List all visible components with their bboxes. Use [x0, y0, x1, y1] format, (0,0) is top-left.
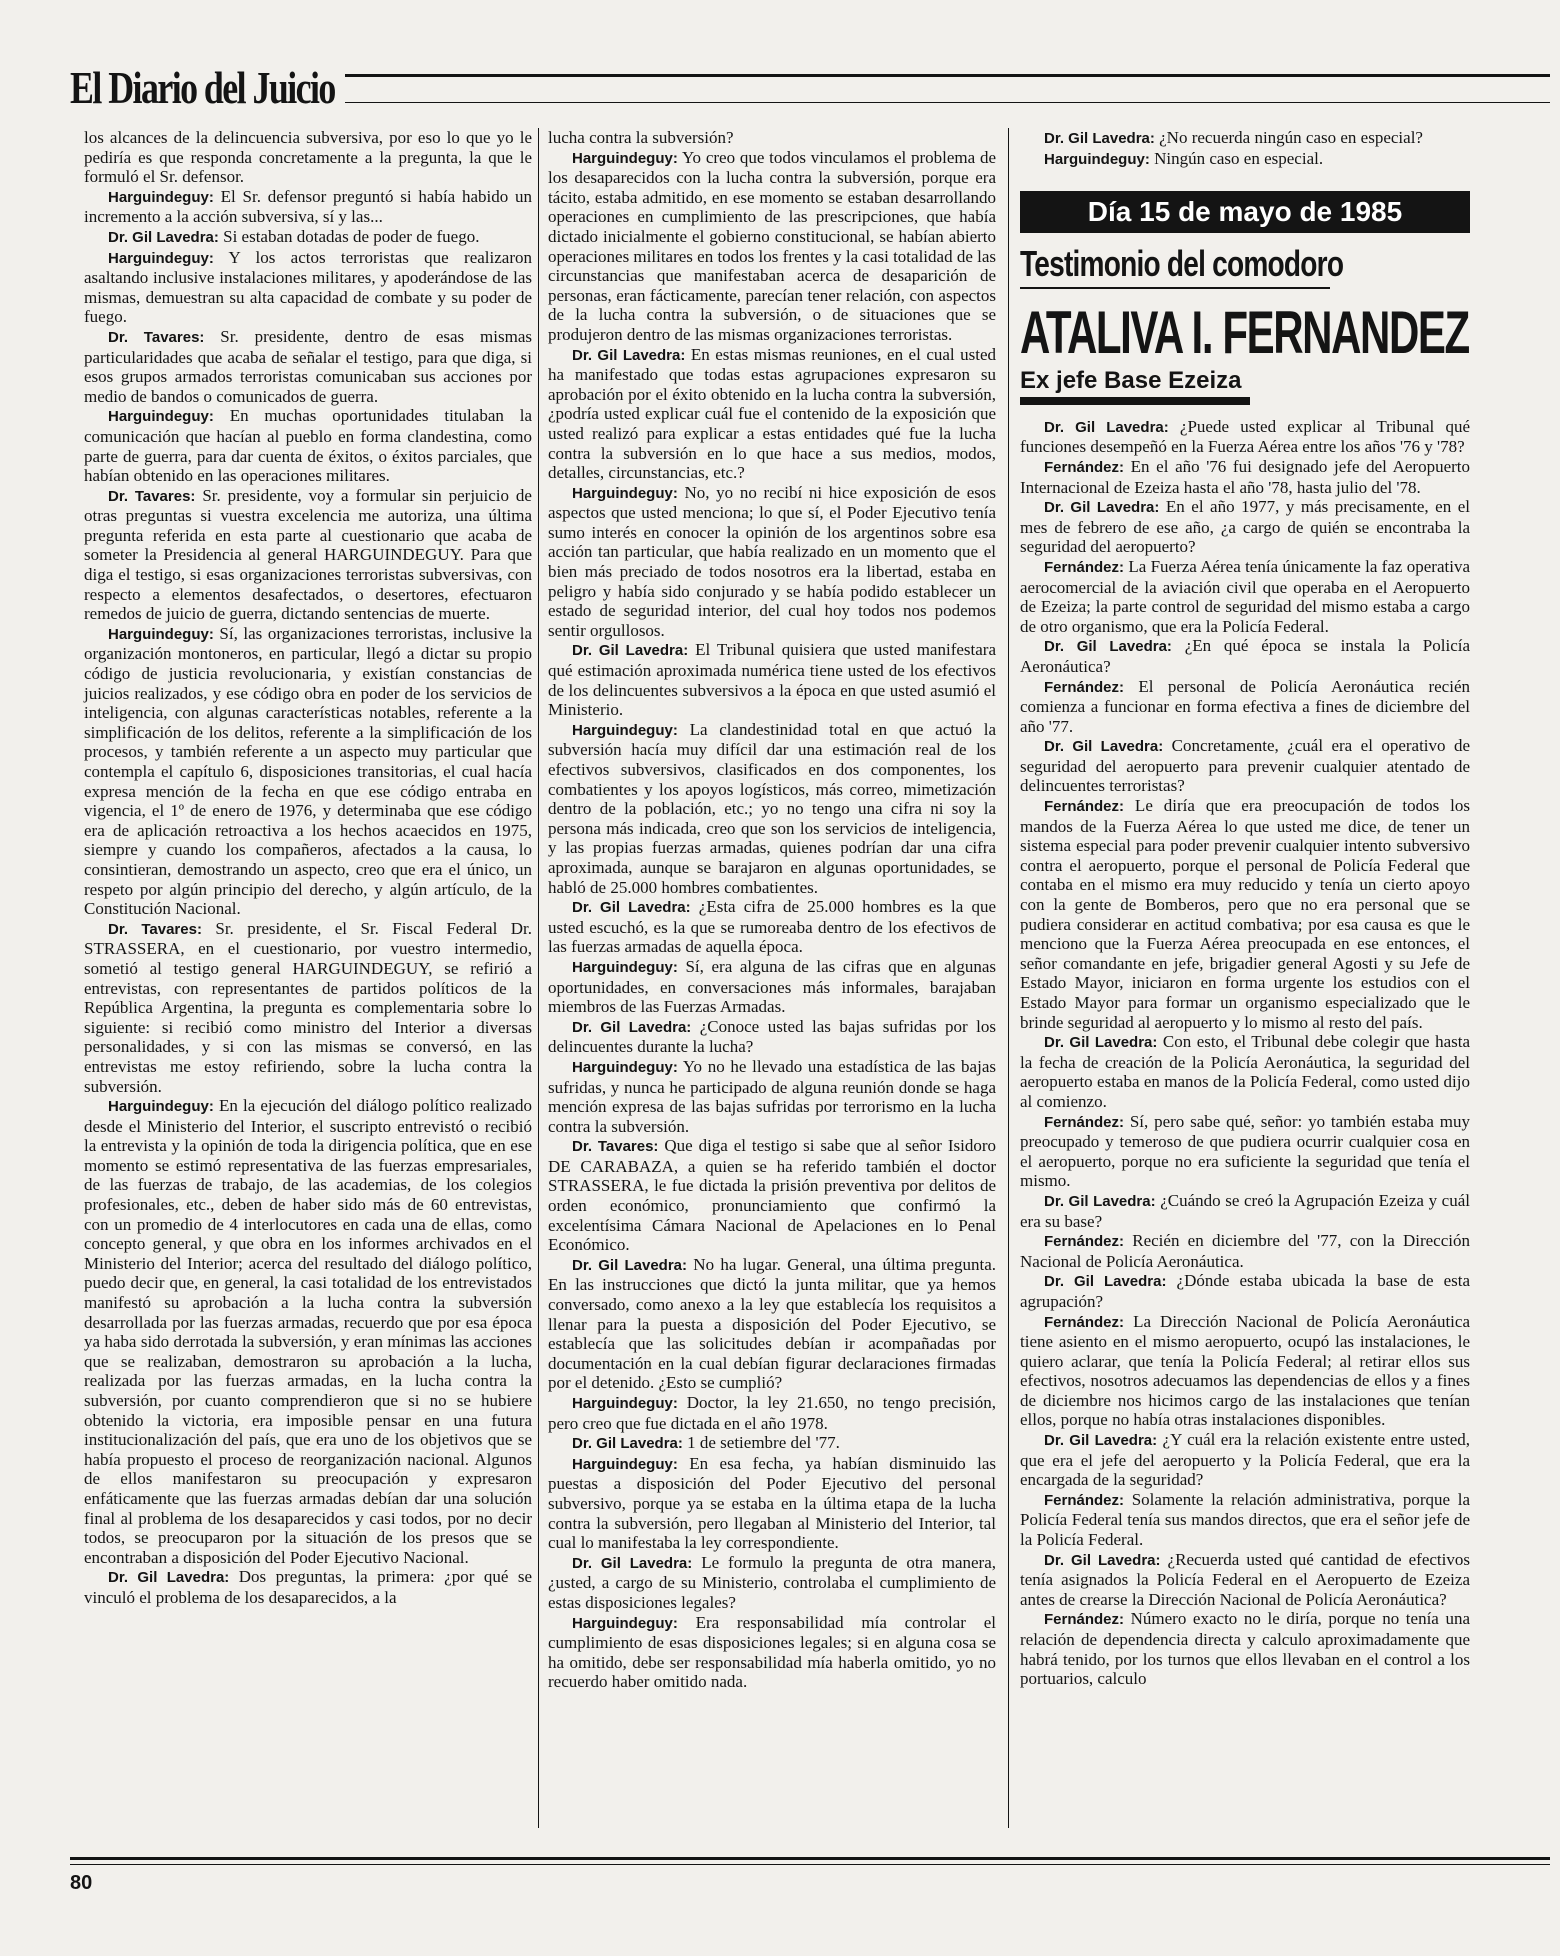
- speaker-label: Fernández:: [1044, 678, 1125, 696]
- speaker-label: Harguindeguy:: [572, 1058, 678, 1076]
- paragraph: [1020, 497, 1470, 557]
- paragraph: [548, 1454, 996, 1553]
- paragraph: [84, 227, 532, 248]
- paragraph: [548, 1553, 996, 1613]
- paragraph-text: ¿Puede usted explicar al Tribunal qué funciones desempeñó en la Fuerza Aérea entre los años '76 y '78?: [1020, 416, 1471, 457]
- column-3-top-text: [1020, 128, 1470, 169]
- column-3-body-text: [1020, 417, 1470, 1689]
- paragraph: [548, 345, 996, 483]
- speaker-label: Dr. Gil Lavedra:: [1044, 1273, 1167, 1291]
- paragraph-text: Sí, las organizaciones terroristas, inclusive la organización montoneros, en particular, llegó a dictar su propio código de justicia revolucionaria, y existían constancias de juicios realizados, y ese código obra en poder de los servicios de inteligencia, con algunas características notables, referente a la simplificación de los delitos, referente a la simplificación de los procesos, y también referente a un aspecto muy particular que contempla el capítulo 6, disposiciones transitorias, el cual hacía expresa mención de la fecha en que ese código entraba en vigencia, el 1º de enero de 1976, y determinaba que ese código era de aplicación retroactiva a los hechos acaecidos en 1975, siempre y cuando los compañeros, afectados a la causa, lo consintieran, demostrando un aspecto, creo que era el único, un respeto por algún principio del derecho, y algún artículo, de la Constitución Nacional.: [84, 623, 532, 919]
- paragraph: [1020, 1490, 1470, 1550]
- speaker-label: Dr. Tavares:: [108, 920, 202, 938]
- speaker-label: Harguindeguy:: [572, 1455, 678, 1473]
- speaker-label: Harguindeguy:: [108, 625, 214, 643]
- speaker-label: Dr. Gil Lavedra:: [1044, 1034, 1158, 1052]
- speaker-label: Dr. Gil Lavedra:: [572, 346, 686, 364]
- masthead: [70, 58, 1550, 118]
- paragraph-text: ¿Esta cifra de 25.000 hombres es la que usted escuchó, es la que se rumoreaba dentro de los efectivos de las fuerzas armadas de aquella época.: [548, 897, 996, 957]
- paragraph: [84, 1567, 532, 1607]
- speaker-label: Dr. Gil Lavedra:: [1044, 499, 1160, 517]
- paragraph: [84, 248, 532, 327]
- paragraph: [1020, 1312, 1470, 1431]
- paragraph: [1020, 1032, 1470, 1111]
- page-number: 80: [70, 1872, 93, 1894]
- paragraph: [84, 486, 532, 624]
- paragraph-text: En esa fecha, ya habían disminuido las puestas a disposición del Poder Ejecutivo del personal subversivo, porque ya se estaba en la última etapa de la lucha contra la subversión, pero llegaban al Ministerio del Interior, tal cual lo manifestaba la ley correspondiente.: [548, 1453, 996, 1553]
- speaker-label: Harguindeguy:: [1044, 150, 1150, 168]
- speaker-label: Harguindeguy:: [108, 1098, 214, 1116]
- paragraph-text: Sí, era alguna de las cifras que en algunas oportunidades, en conversaciones más informales, barajaban miembros de las Fuerzas Armadas.: [548, 956, 996, 1017]
- speaker-label: Harguindeguy:: [572, 1395, 678, 1412]
- paragraph: [548, 957, 996, 1017]
- paragraph-text: ¿En qué época se instala la Policía Aeronáutica?: [1020, 636, 1471, 676]
- paragraph: [548, 640, 996, 719]
- paragraph: [1020, 796, 1470, 1032]
- speaker-label: Fernández:: [1044, 1313, 1125, 1331]
- paragraph-text: El Tribunal quisiera que usted manifestara qué estimación aproximada numérica tiene usted de los efectivos de los delincuentes subversivos a la época en que usted asumió el Ministerio.: [548, 640, 996, 720]
- paragraph: [1020, 1271, 1470, 1311]
- witness-role: Ex jefe Base Ezeiza: [1020, 367, 1242, 395]
- paragraph-text: Ningún caso en especial.: [1149, 148, 1324, 168]
- column-2: [548, 128, 996, 1692]
- paragraph-text: No, yo no recibí ni hice exposición de esos aspectos que usted menciona; lo que sí, el Poder Ejecutivo tenía sumo interés en conocer la opinión de los argentinos sobre esa acción tan particular, que había realizado en un momento que el bien más preciado de todos nosotros era la libertad, estaba en peligro y había sido conjurado y se había podido establecer un estado de seguridad interior, del cual hoy todos nos podemos sentir orgullosos.: [548, 482, 996, 640]
- speaker-label: Dr. Gil Lavedra:: [108, 1569, 230, 1587]
- paragraph-text: ¿Dónde estaba ubicada la base de esta agrupación?: [1020, 1271, 1471, 1311]
- speaker-label: Dr. Gil Lavedra:: [572, 1018, 692, 1036]
- witness-name-headline: ATALIVA I. FERNANDEZ: [1020, 299, 1469, 367]
- speaker-label: Dr. Gil Lavedra:: [572, 1256, 687, 1274]
- speaker-label: Dr. Gil Lavedra:: [572, 899, 691, 917]
- paragraph: [548, 897, 996, 957]
- paragraph: [548, 720, 996, 897]
- paragraph-text: Le diría que era preocupación de todos los mandos de la Fuerza Aérea lo que usted me dice, de tener un sistema especial para poder prevenir cualquier intento subversivo contra el aeropuerto, porque el personal de Policía Federal que contaba en el mismo era muy reducido y tenía un cierto apoyo con la gente de Bomberos, pero que no era personal que se pudiera considerar en actitud combativa; por esa causa es que le menciono que la Fuerza Aérea preocupada en ese entonces, el señor comandante en jefe, brigadier general Agosti y su Jefe de Estado Mayor, iniciaron en forma urgente los estudios con el Estado Mayor para formar un organismo especializado que le brinde seguridad al aeropuerto y lo mismo al resto del país.: [1020, 796, 1470, 1032]
- paragraph: [1020, 1112, 1470, 1191]
- paragraph: [1020, 1191, 1470, 1231]
- speaker-label: Harguindeguy:: [108, 408, 214, 426]
- paragraph: [548, 1057, 996, 1136]
- speaker-label: Fernández:: [1044, 1113, 1125, 1131]
- paragraph: [84, 187, 532, 227]
- paragraph: [1020, 417, 1470, 457]
- paragraph: [548, 148, 996, 345]
- speaker-label: Dr. Gil Lavedra:: [1044, 130, 1155, 147]
- speaker-label: Dr. Gil Lavedra:: [1044, 1551, 1161, 1569]
- paragraph-text: No ha lugar. General, una última pregunta. En las instrucciones que dictó la junta militar, que ya hemos conversado, como anexo a la ley que establecía los requisitos a llenar para la puesta a disposición del Poder Ejecutivo, se establecía que las solicitudes debían ir acompañadas por documentación en la cual debían figurar declaraciones firmadas por el detenido. ¿Esto se cumplió?: [548, 1254, 996, 1393]
- paragraph: [548, 1393, 996, 1433]
- paragraph-text: Sr. presidente, voy a formular sin perjuicio de otras preguntas si vuestra excelencia me autoriza, una última pregunta referida en esta parte al cuestionario que acaba de someter la Presidencia al general HARGUINDEGUY. Para que diga el testigo, si esas organizaciones terroristas subversivas, con respecto a elementos desafectados, o desertores, efectuaron remedos de juicio de guerra, dictando sentencias de muerte.: [84, 485, 532, 624]
- paragraph-text: Sr. presidente, dentro de esas mismas particularidades que acaba de señalar el testigo, para que diga, si esos grupos armados terroristas comunicaban sus acciones por medio de bandos o comunicados de guerra.: [84, 326, 532, 406]
- speaker-label: Dr. Gil Lavedra:: [1044, 638, 1172, 656]
- masthead-rule: [345, 74, 1550, 77]
- paragraph: [548, 1433, 996, 1454]
- speaker-label: Harguindeguy:: [572, 958, 678, 976]
- speaker-label: Dr. Tavares:: [108, 328, 205, 346]
- role-rule: [1020, 397, 1250, 405]
- paragraph: [548, 1017, 996, 1057]
- footer-rule-thin: [70, 1864, 1550, 1865]
- paragraph-text: En la ejecución del diálogo político realizado desde el Ministerio del Interior, el suscripto entrevistó o recibió la entrevista y la opinión de toda la dirigencia política, que en ese momento se estimó representativa de las fuerzas empresariales, de las fuerzas de trabajo, de las academias, de los colegios profesionales, etc., deben de haber sido más de 60 entrevistas, con un promedio de 4 interlocutores en cada una de ellas, como concepto general, y que obra en los informes archivados en el Ministerio del Interior; acerca del resultado del diálogo político, puedo decir que, en general, la casi totalidad de los entrevistados manifestó su aprobación a la lucha contra la subversión desarrollada por las fuerzas armadas, recuerdo que por esa época ya haba sido derrotada la subversión, y eran mínimas las acciones que se realizaban, demostraron su aprobación a la lucha, realizada por las fuerzas armadas, en la lucha contra la subversión, por cuanto comprendieron que si no se hubiere obtenido la victoria, era imposible pensar en una futura institucionalización del país, que era uno de los objetivos que se había propuesto el proceso de reorganización nacional. Algunos de ellos manifestaron su preocupación y expresaron enfáticamente que las fuerzas armadas debían dar una solución final al problema de los desaparecidos y casi todos, por no decir todos, se preocuparon por la situación de los presos que se encontraban a disposición del Poder Ejecutivo Nacional.: [84, 1096, 532, 1567]
- paragraph: [1020, 1430, 1470, 1490]
- masthead-rule-thin: [345, 102, 1550, 103]
- paragraph-text: ¿Cuándo se creó la Agrupación Ezeiza y cuál era su base?: [1020, 1190, 1470, 1231]
- speaker-label: Harguindeguy:: [572, 721, 678, 739]
- paragraph: [84, 919, 532, 1096]
- paragraph-text: Número exacto no le diría, porque no tenía una relación de dependencia directa y calculo aproximadamente que habrá tenido, por los turnos que ellos llevaban en el control a los portuarios, calculo: [1020, 1609, 1470, 1689]
- speaker-label: Dr. Gil Lavedra:: [1044, 738, 1164, 756]
- paragraph-text: Con esto, el Tribunal debe colegir que hasta la fecha de creación de la Policía Aeronáutica, la seguridad del aeropuerto estaba en manos de la Policía Federal, como usted dijo al comienzo.: [1020, 1032, 1471, 1111]
- speaker-label: Harguindeguy:: [572, 149, 678, 167]
- footer-rule: [70, 1857, 1550, 1860]
- paragraph: [1020, 677, 1470, 737]
- paragraph-text: 1 de setiembre del '77.: [682, 1433, 840, 1453]
- paragraph-text: En estas mismas reuniones, en el cual usted ha manifestado que todas estas agrupaciones expresaron su aprobación por el éxito obtenido en la lucha contra la subversión, ¿podría usted explicar cuál fue el contenido de la exposición que usted realizó para explicar a estas entidades qué fue la lucha contra la subversión en lo que hace a sus medios, modos, detalles, circunstancias, etc.?: [548, 344, 997, 483]
- paragraph-text: ¿Conoce usted las bajas sufridas por los delincuentes durante la lucha?: [548, 1016, 997, 1057]
- column-1: [84, 128, 532, 1608]
- paragraph: [1020, 1550, 1470, 1610]
- paragraph: [84, 327, 532, 406]
- column-3: [1020, 128, 1470, 1689]
- paragraph-text: los alcances de la delincuencia subversiva, por eso lo que yo le pediría es que responda concretamente a la pregunta, la que le formuló el Sr. defensor.: [84, 128, 532, 187]
- paragraph-text: Doctor, la ley 21.650, no tengo precisión, pero creo que fue dictada en el año 1978.: [548, 1393, 996, 1433]
- paragraph-text: Si estaban dotadas de poder de fuego.: [218, 226, 480, 246]
- column-divider: [1008, 128, 1009, 1828]
- paragraph: [1020, 1609, 1470, 1688]
- paragraph-text: Que diga el testigo si sabe que al señor Isidoro DE CARABAZA, a quien se ha referido también el doctor STRASSERA, le fue dictada la prisión preventiva por delitos de orden económico, pronunciamiento que confirmó la excelentísima Cámara Nacional de Apelaciones en lo Penal Económico.: [548, 1136, 996, 1255]
- speaker-label: Dr. Gil Lavedra:: [572, 642, 689, 660]
- paragraph-text: Sí, pero sabe qué, señor: yo también estaba muy preocupado y temeroso de que pudiera ocurrir cualquier cosa en el aeropuerto, porque no era suficiente la seguridad que tenía el mismo.: [1020, 1111, 1470, 1191]
- paragraph: [84, 624, 532, 919]
- speaker-label: Fernández:: [1044, 558, 1125, 576]
- paragraph: [1020, 1231, 1470, 1271]
- paragraph: [1020, 457, 1470, 497]
- speaker-label: Dr. Gil Lavedra:: [1044, 1192, 1156, 1210]
- paragraph: [1020, 128, 1470, 149]
- speaker-label: Harguindeguy:: [572, 1614, 678, 1632]
- speaker-label: Harguindeguy:: [108, 188, 214, 206]
- speaker-label: Fernández:: [1044, 1611, 1125, 1629]
- speaker-label: Dr. Gil Lavedra:: [572, 1554, 693, 1572]
- paragraph: [1020, 557, 1470, 636]
- paragraph-text: Y los actos terroristas que realizaron asaltando inclusive instalaciones militares, y apoderándose de las mismas, demuestran su alta capacidad de combate y su poder de fuego.: [84, 247, 532, 327]
- speaker-label: Fernández:: [1044, 1233, 1125, 1251]
- paragraph-text: lucha contra la subversión?: [548, 128, 734, 147]
- speaker-label: Dr. Gil Lavedra:: [572, 1435, 683, 1453]
- paragraph: [84, 128, 532, 187]
- paragraph-text: ¿No recuerda ningún caso en especial?: [1154, 128, 1423, 147]
- paragraph-text: Sr. presidente, el Sr. Fiscal Federal Dr. STRASSERA, en el cuestionario, por vuestro intermedio, sometió al testigo general HARGUINDEGUY, se refirió a entrevistas, con representantes de partidos políticos de la República Argentina, la pregunta es complementaria sobre lo siguiente: si recibió como ministro del Interior a diversas personalidades, y si con las mismas se conversó, en las entrevistas me estoy refiriendo, sobre la lucha contra la subversión.: [84, 918, 532, 1096]
- paragraph-text: La Fuerza Aérea tenía únicamente la faz operativa aerocomercial de la aviación civil que operaba en el Aeropuerto de Ezeiza; la parte control de seguridad del mismo estaba a cargo de otro organismo, que era la Policía Federal.: [1020, 556, 1470, 636]
- paragraph: [548, 1255, 996, 1393]
- speaker-label: Fernández:: [1044, 1491, 1125, 1509]
- paragraph-text: ¿Recuerda usted qué cantidad de efectivos tenía asignados la Policía Federal en el Aeropuerto de Ezeiza antes de crearse la Dirección Nacional de Policía Aeronáutica?: [1020, 1549, 1470, 1609]
- section-date-banner: Día 15 de mayo de 1985: [1020, 191, 1470, 233]
- paragraph-text: Le formulo la pregunta de otra manera, ¿usted, a cargo de su Ministerio, controlaba el cumplimiento de estas disposiciones legales?: [548, 1552, 996, 1612]
- speaker-label: Dr. Tavares:: [572, 1138, 659, 1156]
- paragraph-text: Yo creo que todos vinculamos el problema de los desaparecidos con la lucha contra la subversión, porque era tácito, estaba admitido, en ese momento se estaban desarrollando operaciones en cumplimiento de las prescripciones, que había dictado inicialmente el gobierno constitucional, se habían abierto operaciones militares en todos los frentes y la casi totalidad de las circunstancias que manifestaban acerca de desaparición de personas, eran fácticamente, parecían tener relación, con aspectos de la lucha contra la subversión, o de situaciones que se produjeron dentro de las mismas organizaciones terroristas.: [548, 147, 997, 344]
- speaker-label: Dr. Gil Lavedra:: [1044, 1432, 1158, 1450]
- paragraph-text: En el año '76 fui designado jefe del Aeropuerto Internacional de Ezeiza hasta el año '78, hasta julio del '78.: [1020, 456, 1470, 497]
- paragraph-text: El Sr. defensor preguntó si había habido un incremento a la acción subversiva, sí y las...: [84, 186, 532, 227]
- paragraph-text: Concretamente, ¿cuál era el operativo de seguridad del aeropuerto para prevenir cualquier atentado de delincuentes terroristas?: [1020, 736, 1470, 796]
- speaker-label: Harguindeguy:: [572, 484, 678, 502]
- paragraph-text: Solamente la relación administrativa, porque la Policía Federal tenía sus mandos directos, que era el señor jefe de la Policía Federal.: [1020, 1489, 1470, 1550]
- paragraph-text: La clandestinidad total en que actuó la subversión hacía muy difícil dar una estimación real de los efectivos subversivos, clasificados en dos componentes, los combatientes y los apoyos logísticos, más correo, mimetización dentro de la población, etc.; yo no tengo una cifra ni soy la persona más indicada, creo que son los servicios de inteligencia, y las propias fuerzas armadas, quienes podrían dar una cifra aproximada, aunque se barajaron en algunas oportunidades, se habló de 25.000 hombres combatientes.: [548, 719, 996, 897]
- paragraph-text: La Dirección Nacional de Policía Aeronáutica tiene asiento en el mismo aeropuerto, ocupó las instalaciones, le quiero aclarar, que tenía la Policía Federal; al retirar ellos sus efectivos, nosotros adecuamos las dependencias de ellos y a fines de diciembre nos hicimos cargo de las instalaciones que tenían ellos, porque no había otras instalaciones disponibles.: [1020, 1311, 1470, 1430]
- speaker-label: Dr. Tavares:: [108, 487, 196, 505]
- paragraph: [84, 406, 532, 485]
- paragraph-text: Era responsabilidad mía controlar el cumplimiento de esas disposiciones legales; si en alguna cosa se ha omitido, debe ser responsabilidad mía haberla omitido, yo no recuerdo haber omitido nada.: [548, 1612, 996, 1692]
- paragraph: [548, 1613, 996, 1692]
- speaker-label: Fernández:: [1044, 458, 1125, 476]
- paragraph: [84, 1096, 532, 1567]
- paragraph: [548, 1136, 996, 1255]
- paragraph-text: Recién en diciembre del '77, con la Dirección Nacional de Policía Aeronáutica.: [1020, 1231, 1470, 1271]
- subtitle-rule: [1020, 287, 1330, 289]
- paragraph: [548, 483, 996, 641]
- paragraph-text: Dos preguntas, la primera: ¿por qué se vinculó el problema de los desaparecidos, a la: [84, 1567, 533, 1607]
- paragraph-text: Yo no he llevado una estadística de las bajas sufridas, y nunca he participado de alguna reunión donde se haga mención expresa de las bajas sufridas por terrorismo en la lucha contra la subversión.: [548, 1056, 996, 1136]
- speaker-label: Harguindeguy:: [108, 249, 214, 267]
- publication-title: El Diario del Juicio: [70, 62, 335, 113]
- column-divider: [538, 128, 539, 1828]
- paragraph: [1020, 149, 1470, 170]
- speaker-label: Dr. Gil Lavedra:: [108, 228, 219, 246]
- speaker-label: Fernández:: [1044, 798, 1125, 816]
- paragraph: [548, 128, 996, 148]
- paragraph: [1020, 636, 1470, 676]
- paragraph-text: En muchas oportunidades titulaban la comunicación que hacían al pueblo en forma clandestina, como parte de guerra, para dar cuenta de éxitos, o éxitos parciales, que habían obtenido en las operaciones militares.: [84, 406, 532, 486]
- paragraph-text: ¿Y cuál era la relación existente entre usted, que era el jefe del aeropuerto y la Policía Federal, que era la encargada de la seguridad?: [1020, 1430, 1470, 1490]
- paragraph: [1020, 736, 1470, 796]
- section-subtitle: Testimonio del comodoro: [1020, 243, 1344, 285]
- paragraph-text: El personal de Policía Aeronáutica recién comienza a funcionar en forma efectiva a fines de diciembre del año '77.: [1020, 676, 1470, 736]
- speaker-label: Dr. Gil Lavedra:: [1044, 418, 1169, 436]
- paragraph-text: En el año 1977, y más precisamente, en el mes de febrero de ese año, ¿a cargo de quién se encontraba la seguridad del aeropuerto?: [1020, 497, 1470, 557]
